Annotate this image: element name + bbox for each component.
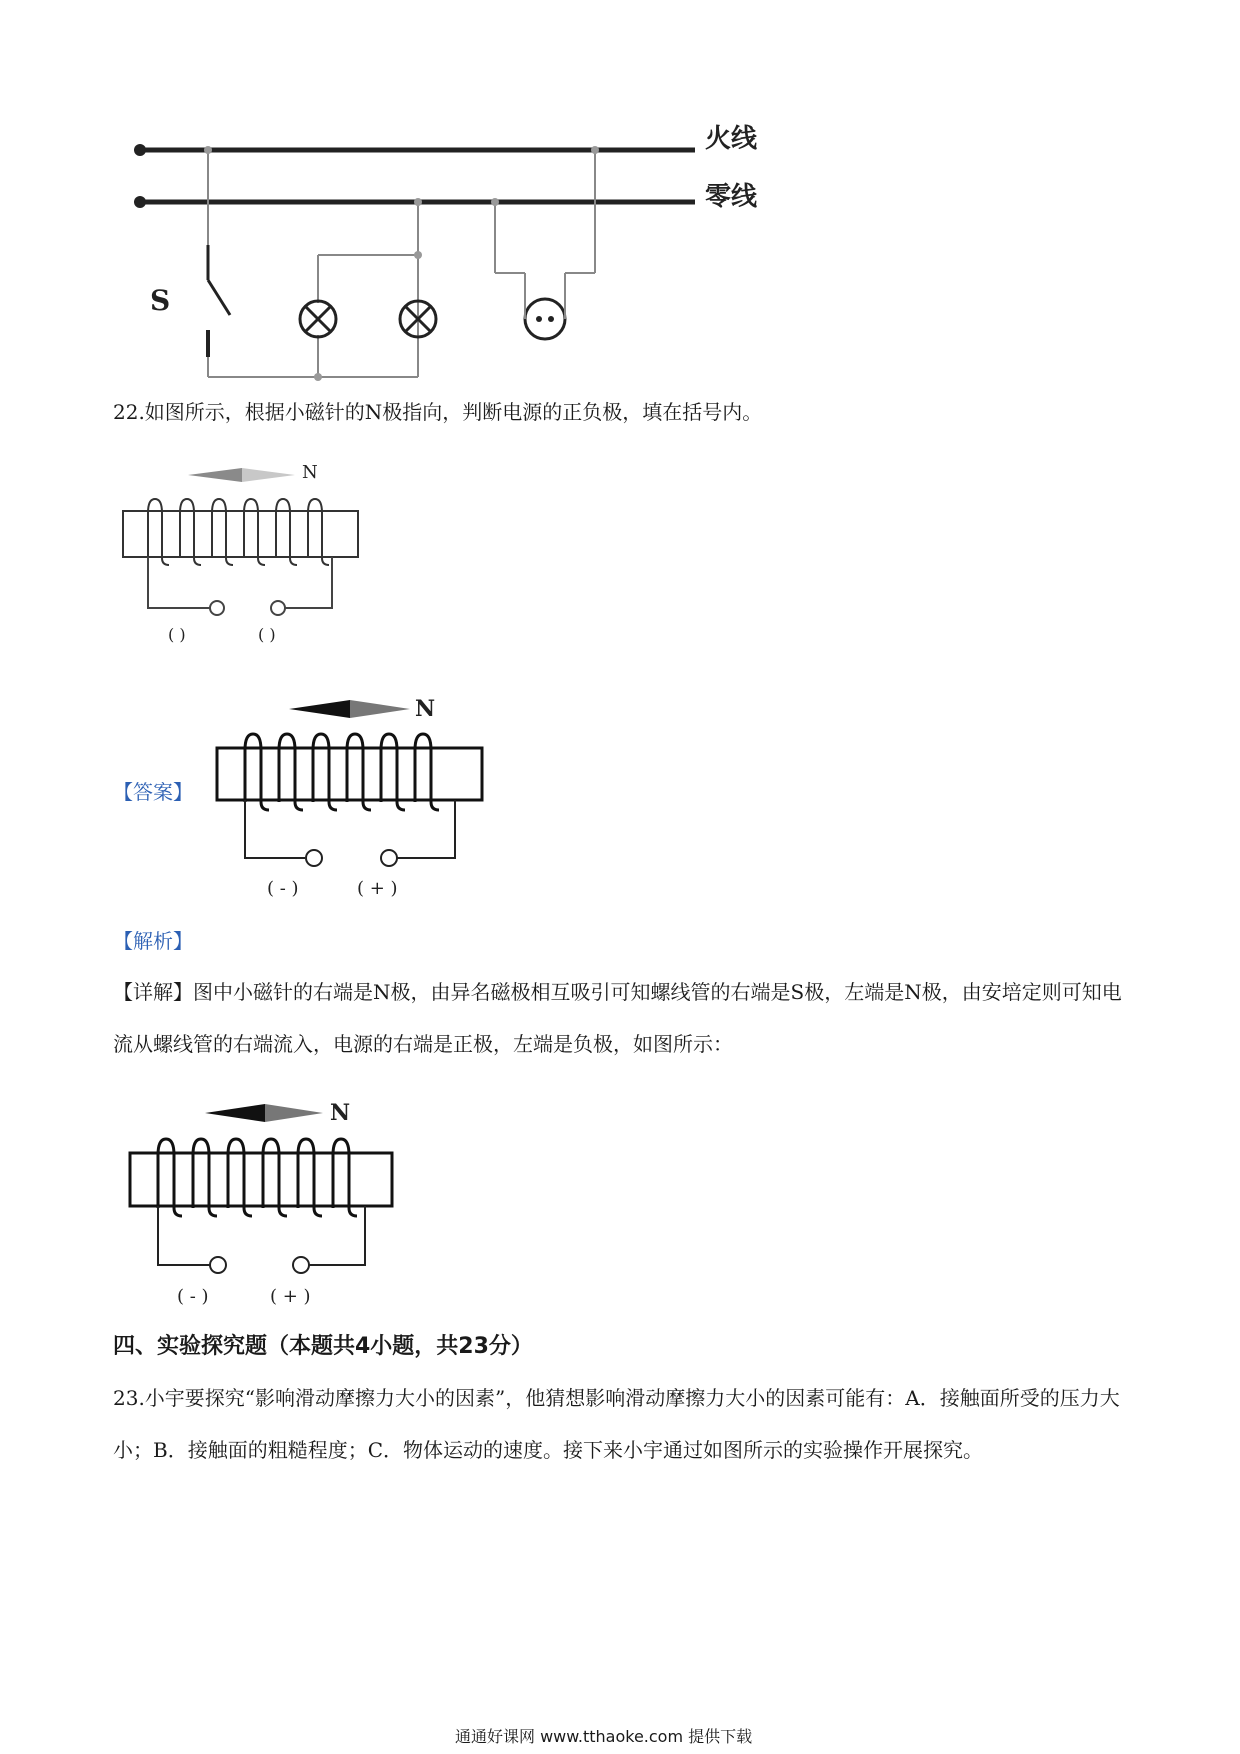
north-pole-label: N xyxy=(302,462,318,483)
positive-terminal-label: ( + ) xyxy=(357,878,398,899)
neutral-wire-label: 零线 xyxy=(705,182,758,212)
lamp-1 xyxy=(300,301,336,337)
terminal-right xyxy=(381,850,397,866)
left-terminal-bracket: ( ) xyxy=(168,625,186,644)
coil-loop xyxy=(298,1139,322,1216)
north-pole-label: N xyxy=(415,696,436,722)
coil-loop xyxy=(263,1139,287,1216)
terminal-right xyxy=(271,601,285,615)
circuit-diagram xyxy=(110,105,790,390)
solenoid-figure-answer xyxy=(205,680,495,910)
terminal-left xyxy=(306,850,322,866)
coil-loop xyxy=(333,1139,357,1216)
switch-label: S xyxy=(150,284,171,317)
solenoid-core xyxy=(217,748,482,800)
coil-loop xyxy=(193,1139,217,1216)
negative-terminal-label: ( - ) xyxy=(177,1286,209,1307)
coil-loop xyxy=(244,499,265,565)
coil-windings xyxy=(158,1139,357,1216)
coil-windings xyxy=(148,499,329,565)
compass-needle-right xyxy=(242,468,295,482)
live-wire-label: 火线 xyxy=(705,124,758,154)
socket xyxy=(525,273,565,339)
solenoid-core xyxy=(130,1153,392,1206)
terminal-left xyxy=(210,1257,226,1273)
coil-loop xyxy=(228,1139,252,1216)
question-22-text: 22.如图所示，根据小磁针的N极指向，判断电源的正负极，填在括号内。 xyxy=(113,400,763,424)
north-pole-label: N xyxy=(330,1100,351,1126)
compass-needle-left xyxy=(205,1104,265,1122)
compass-needle-right xyxy=(265,1104,323,1122)
compass-needle-left xyxy=(188,468,242,482)
section-title: 四、实验探究题（本题共4小题，共23分） xyxy=(113,1334,533,1359)
analysis-detail: 【详解】图中小磁针的右端是N极，由异名磁极相互吸引可知螺线管的右端是S极，左端是N极，由安培定则可知电流从螺线管的右端流入，电源的右端是正极，左端是负极，如图所示： xyxy=(113,980,1122,1056)
coil-loop xyxy=(148,499,169,565)
compass-needle-right xyxy=(350,700,410,718)
switch-s xyxy=(150,245,230,357)
negative-terminal-label: ( - ) xyxy=(267,878,299,899)
coil-loop xyxy=(180,499,201,565)
terminal-right xyxy=(293,1257,309,1273)
compass-needle-left xyxy=(289,700,350,718)
page-footer: 通通好课网 www.tthaoke.com 提供下载 xyxy=(455,1727,753,1746)
coil-loop xyxy=(158,1139,182,1216)
right-terminal-bracket: ( ) xyxy=(258,625,276,644)
question-23-text: 23.小宇要探究“影响滑动摩擦力大小的因素”，他猜想影响滑动摩擦力大小的因素可能有：A．接触面所受的压力大小；B．接触面的粗糙程度；C．物体运动的速度。接下来小宇通过如图所示的实验操作开展探究。 xyxy=(113,1386,1120,1462)
coil-loop xyxy=(308,499,329,565)
answer-label: 【答案】 xyxy=(113,780,193,804)
coil-loop xyxy=(212,499,233,565)
wire-left xyxy=(158,1206,210,1265)
positive-terminal-label: ( + ) xyxy=(270,1286,311,1307)
terminal-left xyxy=(210,601,224,615)
solenoid-figure-question xyxy=(110,448,370,658)
analysis-label: 【解析】 xyxy=(113,929,193,953)
wire-right xyxy=(397,800,455,858)
solenoid-figure-analysis xyxy=(125,1085,415,1320)
coil-loop xyxy=(276,499,297,565)
